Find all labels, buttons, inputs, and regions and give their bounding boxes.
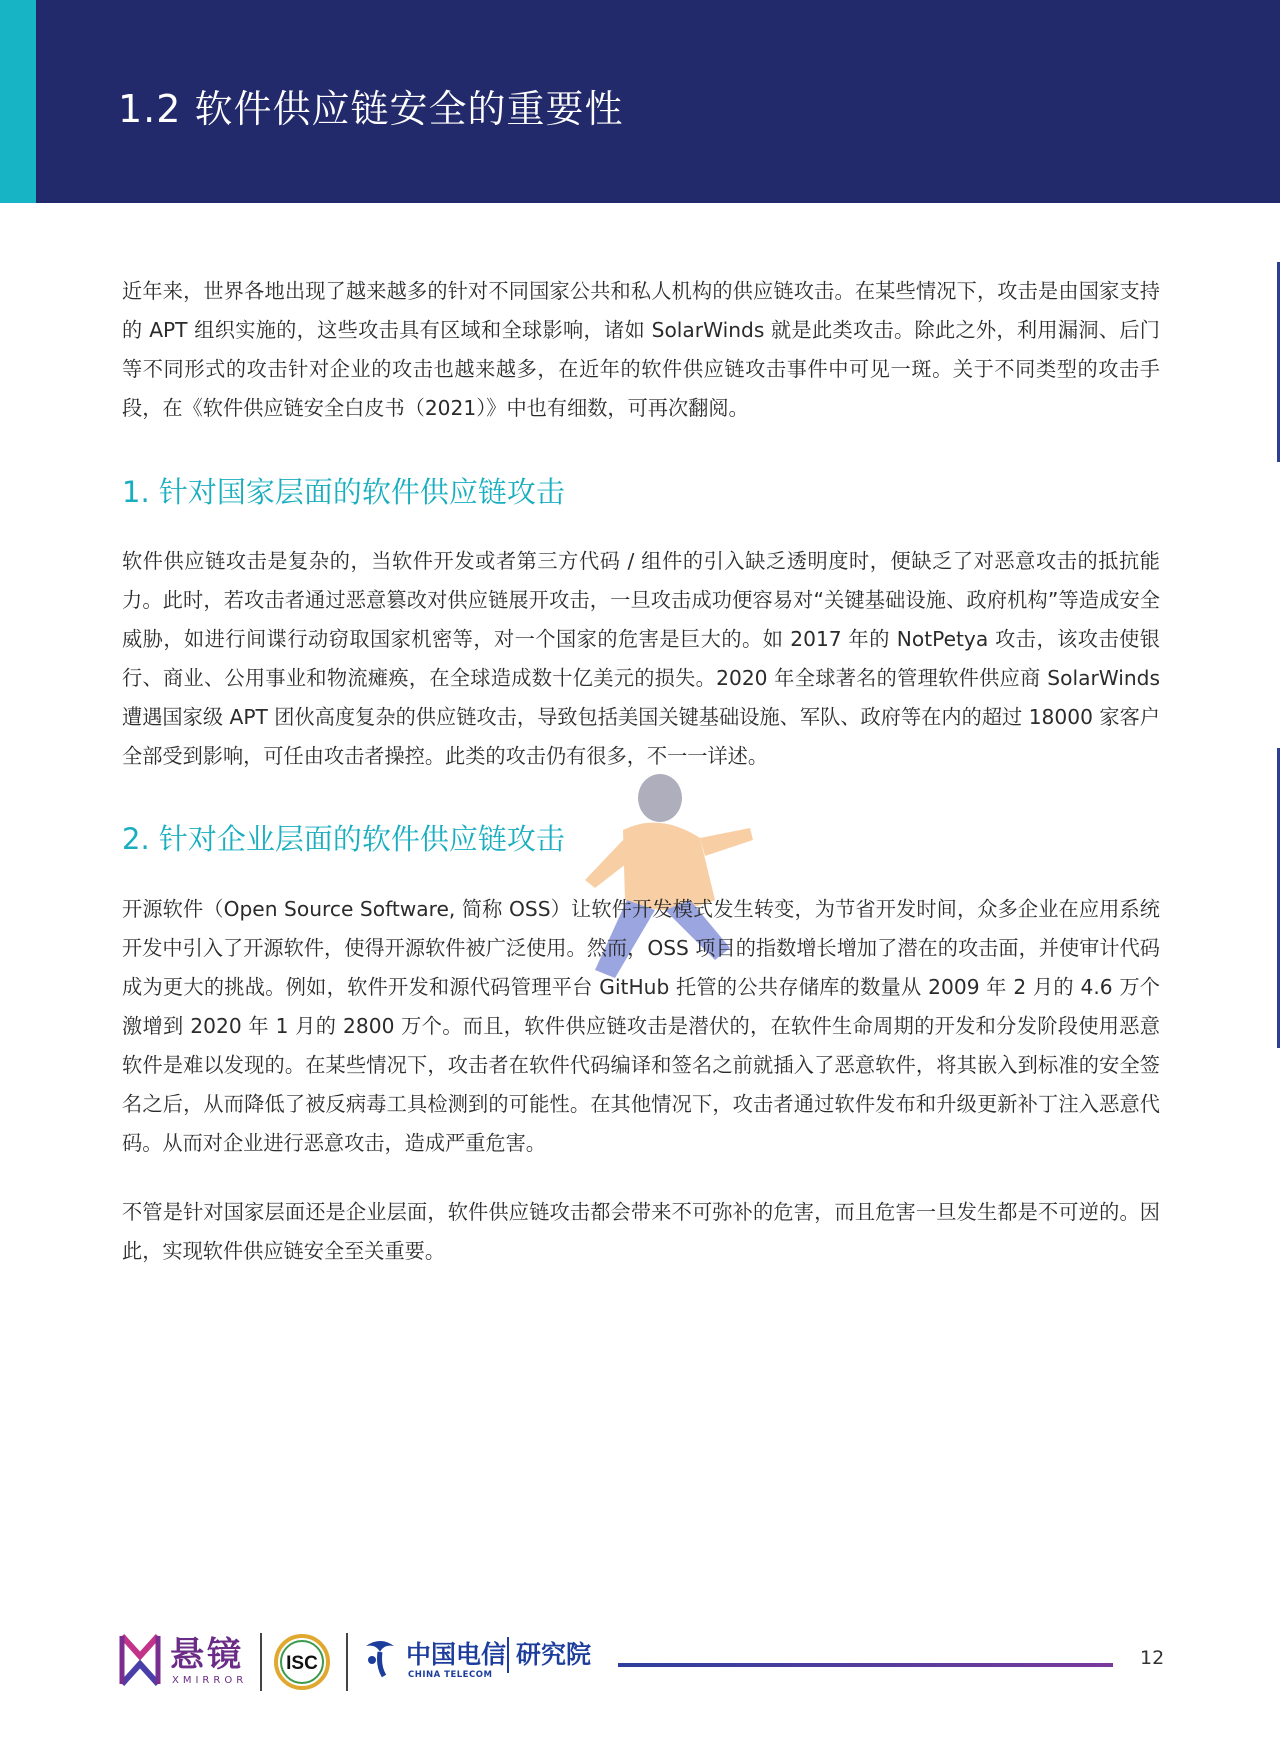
logo-separator bbox=[507, 1637, 509, 1673]
section-heading-enterprise: 2. 针对企业层面的软件供应链攻击 bbox=[122, 822, 565, 856]
isc-logo-text: ISC bbox=[286, 1653, 318, 1674]
footer bbox=[118, 1625, 1178, 1705]
china-telecom-logo-name: 中国电信 bbox=[406, 1640, 507, 1669]
xmirror-logo-name: 悬镜 bbox=[170, 1635, 244, 1675]
page-number: 12 bbox=[1140, 1647, 1165, 1669]
footer-divider bbox=[260, 1633, 262, 1691]
enterprise-paragraph: 开源软件（Open Source Software, 简称 OSS）让软件开发模式发生转变，为节省开发时间，众多企业在应用系统开发中引入了开源软件，使得开源软件被广泛使用。然而，OSS 项目的指数增长增加了潜在的攻击面，并使审计代码成为更大的挑战。例如，软件开发和源代码管理平台 GitHub 托管的公共存储库的数量从 2009 年 2 月的 4.6 万个激增到 2020 年 1 月的 2800 万个。而且，软件供应链攻击是潜伏的，在软件生命周期的开发和分发阶段使用恶意软件是难以发现的。在某些情况下，攻击者在软件代码编译和签名之前就插入了恶意软件，将其嵌入到标准的安全签名之后，从而降低了被反病毒工具检测到的可能性。在其他情况下，攻击者通过软件发布和升级更新补丁注入恶意代码。从而对企业进行恶意攻击，造成严重危害。 bbox=[122, 897, 1160, 1155]
footer-gradient-line bbox=[618, 1663, 1113, 1667]
conclusion-paragraph: 不管是针对国家层面还是企业层面，软件供应链攻击都会带来不可弥补的危害，而且危害一旦发生都是不可逆的。因此，实现软件供应链安全至关重要。 bbox=[122, 1200, 1160, 1263]
research-institute-logo: 研究院 bbox=[516, 1640, 592, 1669]
intro-paragraph: 近年来，世界各地出现了越来越多的针对不同国家公共和私人机构的供应链攻击。在某些情况下，攻击是由国家支持的 APT 组织实施的，这些攻击具有区域和全球影响，诸如 SolarWinds 就是此类攻击。除此之外，利用漏洞、后门等不同形式的攻击针对企业的攻击也越来越多，在近年的软件供应链攻击事件中可见一斑。关于不同类型的攻击手段，在《软件供应链安全白皮书（2021）》中也有细数，可再次翻阅。 bbox=[122, 279, 1160, 420]
xmirror-logo-icon bbox=[118, 1630, 162, 1690]
national-paragraph: 软件供应链攻击是复杂的，当软件开发或者第三方代码 / 组件的引入缺乏透明度时，便缺乏了对恶意攻击的抵抗能力。此时，若攻击者通过恶意篡改对供应链展开攻击，一旦攻击成功便容易对“关键基础设施、政府机构”等造成安全威胁，如进行间谍行动窃取国家机密等，对一个国家的危害是巨大的。如 2017 年的 NotPetya 攻击，该攻击使银行、商业、公用事业和物流瘫痪，在全球造成数十亿美元的损失。2020 年全球著名的管理软件供应商 SolarWinds 遭遇国家级 APT 团伙高度复杂的供应链攻击，导致包括美国关键基础设施、军队、政府等在内的超过 18000 家客户全部受到影响，可任由攻击者操控。此类的攻击仍有很多，不一一详述。 bbox=[122, 549, 1160, 768]
xmirror-logo-sub: XMIRROR bbox=[172, 1675, 248, 1686]
page-title: 1.2 软件供应链安全的重要性 bbox=[118, 87, 624, 131]
footer-divider bbox=[346, 1633, 348, 1691]
header-accent-bar bbox=[0, 0, 36, 203]
isc-logo-icon bbox=[273, 1633, 331, 1691]
section-heading-national: 1. 针对国家层面的软件供应链攻击 bbox=[122, 475, 565, 509]
china-telecom-logo-icon bbox=[362, 1638, 398, 1678]
china-telecom-logo-sub: CHINA TELECOM bbox=[408, 1670, 493, 1680]
